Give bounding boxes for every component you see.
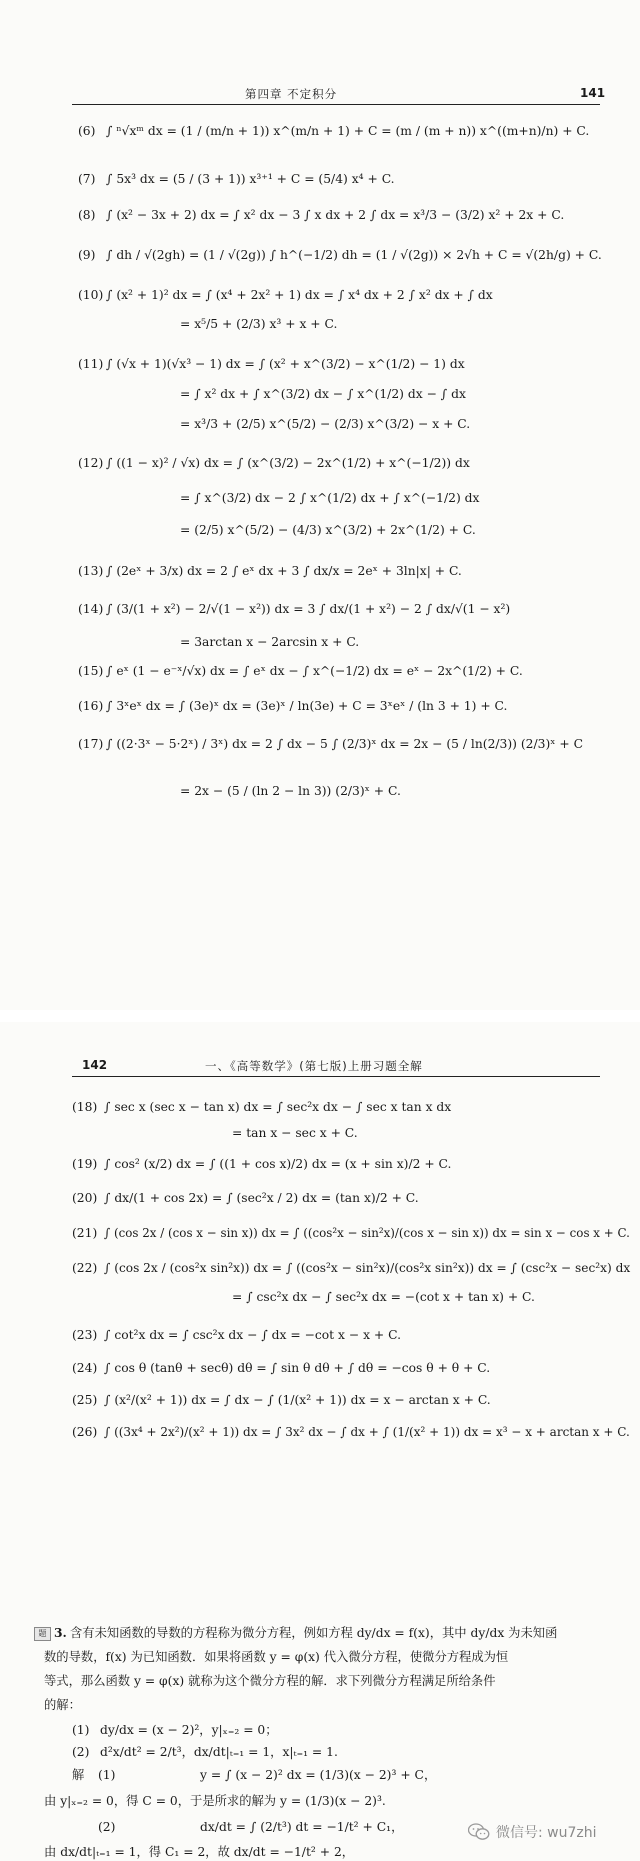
exercise-label: (25)	[72, 1393, 98, 1407]
exercise-label: (12)	[78, 456, 104, 470]
formula-continuation: 由 dx/dt|ₜ₌₁ = 1，得 C₁ = 2，故 dx/dt = −1/t² + 2，	[44, 1845, 355, 1859]
formula-continuation: = ∫ x² dx + ∫ x^(3/2) dx − ∫ x^(1/2) dx − ∫ dx	[180, 387, 466, 401]
formula-line: ∫ 3ˣeˣ dx = ∫ (3e)ˣ dx = (3e)ˣ / ln(3e) + C = 3ˣeˣ / (ln 3 + 1) + C.	[106, 699, 508, 713]
header-rule	[72, 1076, 600, 1077]
formula-line: ∫ 5x³ dx = (5 / (3 + 1)) x³⁺¹ + C = (5/4) x⁴ + C.	[106, 172, 395, 186]
formula-line: ∫ ((2·3ˣ − 5·2ˣ) / 3ˣ) dx = 2 ∫ dx − 5 ∫ (2/3)ˣ dx = 2x − (5 / ln(2/3)) (2/3)ˣ + C	[106, 737, 583, 751]
exercise-label: (1)	[98, 1768, 116, 1782]
solution-word: 解	[72, 1768, 85, 1782]
problem-text-line: 等式，那么函数 y = φ(x) 就称为这个微分方程的解．求下列微分方程满足所给条件	[44, 1674, 496, 1688]
exercise-label: (16)	[78, 699, 104, 713]
formula-line: ∫ (x²/(x² + 1)) dx = ∫ dx − ∫ (1/(x² + 1)) dx = x − arctan x + C.	[104, 1393, 491, 1407]
formula-line: ∫ (√x + 1)(√x³ − 1) dx = ∫ (x² + x^(3/2) − x^(1/2) − 1) dx	[106, 357, 465, 371]
page-number: 141	[580, 86, 606, 100]
problem-text-line: 数的导数，f(x) 为已知函数．如果将函数 y = φ(x) 代入微分方程，使微分方程成为恒	[44, 1650, 509, 1664]
formula-line: dx/dt = ∫ (2/t³) dt = −1/t² + C₁，	[200, 1820, 404, 1834]
formula-line: ∫ cos θ (tanθ + secθ) dθ = ∫ sin θ dθ + ∫ dθ = −cos θ + θ + C.	[104, 1361, 491, 1375]
exercise-label: (11)	[78, 357, 104, 371]
exercise-label: (20)	[72, 1191, 98, 1205]
formula-continuation: = tan x − sec x + C.	[232, 1126, 358, 1140]
formula-line: ∫ eˣ (1 − e⁻ˣ/√x) dx = ∫ eˣ dx − ∫ x^(−1/2) dx = eˣ − 2x^(1/2) + C.	[106, 664, 523, 678]
formula-continuation: = x⁵/5 + (2/3) x³ + x + C.	[180, 317, 338, 331]
textbook-page-142	[0, 1022, 640, 1861]
exercise-label: (6)	[78, 124, 96, 138]
formula-line: ∫ ⁿ√xᵐ dx = (1 / (m/n + 1)) x^(m/n + 1) + C = (m / (m + n)) x^((m+n)/n) + C.	[106, 124, 590, 138]
exercise-label: (1)	[72, 1723, 90, 1737]
exercise-label: (18)	[72, 1100, 98, 1114]
formula-line: ∫ (x² − 3x + 2) dx = ∫ x² dx − 3 ∫ x dx + 2 ∫ dx = x³/3 − (3/2) x² + 2x + C.	[106, 208, 565, 222]
formula-line: ∫ dh / √(2gh) = (1 / √(2g)) ∫ h^(−1/2) dh = (1 / √(2g)) × 2√h + C = √(2h/g) + C.	[106, 248, 602, 262]
page-gap	[0, 1010, 640, 1022]
formula-line: ∫ (cos 2x / (cos x − sin x)) dx = ∫ ((cos²x − sin²x)/(cos x − sin x)) dx = sin x − cos x + C.	[104, 1226, 630, 1240]
watermark-text: 微信号: wu7zhi	[496, 1825, 597, 1841]
exercise-label: (8)	[78, 208, 96, 222]
exercise-label: (22)	[72, 1261, 98, 1275]
formula-line: ∫ ((3x⁴ + 2x²)/(x² + 1)) dx = ∫ 3x² dx − ∫ dx + ∫ (1/(x² + 1)) dx = x³ − x + arctan x + C.	[104, 1425, 630, 1439]
formula-line: ∫ (x² + 1)² dx = ∫ (x⁴ + 2x² + 1) dx = ∫ x⁴ dx + 2 ∫ x² dx + ∫ dx	[106, 288, 493, 302]
exercise-label: (21)	[72, 1226, 98, 1240]
problem-text-line: 含有未知函数的导数的方程称为微分方程，例如方程 dy/dx = f(x)，其中 dy/dx 为未知函	[70, 1626, 558, 1640]
exercise-label: (15)	[78, 664, 104, 678]
exercise-label: (7)	[78, 172, 96, 186]
exercise-label: (17)	[78, 737, 104, 751]
formula-line: dy/dx = (x − 2)²，y|ₓ₌₂ = 0；	[100, 1723, 278, 1737]
chapter-header: 第四章 不定积分	[245, 87, 338, 101]
formula-line: y = ∫ (x − 2)² dx = (1/3)(x − 2)³ + C，	[200, 1768, 437, 1782]
formula-continuation: = ∫ csc²x dx − ∫ sec²x dx = −(cot x + tan x) + C.	[232, 1290, 535, 1304]
problem-number: 3.	[54, 1625, 67, 1640]
exercise-label: (10)	[78, 288, 104, 302]
formula-line: ∫ ((1 − x)² / √x) dx = ∫ (x^(3/2) − 2x^(1/2) + x^(−1/2)) dx	[106, 456, 470, 470]
exercise-label: (2)	[98, 1820, 116, 1834]
wechat-icon	[468, 1823, 490, 1841]
formula-line: ∫ (cos 2x / (cos²x sin²x)) dx = ∫ ((cos²x − sin²x)/(cos²x sin²x)) dx = ∫ (csc²x − sec²x) dx	[104, 1261, 631, 1275]
exercise-label: (14)	[78, 602, 104, 616]
exercise-label: (9)	[78, 248, 96, 262]
exercise-label: (24)	[72, 1361, 98, 1375]
formula-line: ∫ sec x (sec x − tan x) dx = ∫ sec²x dx − ∫ sec x tan x dx	[104, 1100, 452, 1114]
problem-text-line: 的解：	[44, 1698, 81, 1712]
exercise-label: (26)	[72, 1425, 98, 1439]
exercise-label: (13)	[78, 564, 104, 578]
formula-line: ∫ (2eˣ + 3/x) dx = 2 ∫ eˣ dx + 3 ∫ dx/x = 2eˣ + 3ln|x| + C.	[106, 564, 462, 578]
formula-line: ∫ cos² (x/2) dx = ∫ ((1 + cos x)/2) dx = (x + sin x)/2 + C.	[104, 1157, 452, 1171]
formula-line: ∫ cot²x dx = ∫ csc²x dx − ∫ dx = −cot x − x + C.	[104, 1328, 402, 1342]
page-number: 142	[82, 1058, 108, 1072]
header-rule	[72, 104, 600, 105]
exercise-label: (23)	[72, 1328, 98, 1342]
exercise-label: (2)	[72, 1745, 90, 1759]
formula-continuation: = (2/5) x^(5/2) − (4/3) x^(3/2) + 2x^(1/2) + C.	[180, 523, 476, 537]
formula-line: ∫ dx/(1 + cos 2x) = ∫ (sec²x / 2) dx = (tan x)/2 + C.	[104, 1191, 419, 1205]
formula-continuation: = 2x − (5 / (ln 2 − ln 3)) (2/3)ˣ + C.	[180, 784, 401, 798]
formula-line: d²x/dt² = 2/t³，dx/dt|ₜ₌₁ = 1，x|ₜ₌₁ = 1.	[100, 1745, 338, 1759]
problem-badge: 题	[34, 1627, 51, 1641]
formula-line: ∫ (3/(1 + x²) − 2/√(1 − x²)) dx = 3 ∫ dx/(1 + x²) − 2 ∫ dx/√(1 − x²)	[106, 602, 511, 616]
formula-continuation: = 3arctan x − 2arcsin x + C.	[180, 635, 360, 649]
wechat-watermark	[468, 1822, 597, 1842]
formula-continuation: 由 y|ₓ₌₂ = 0，得 C = 0，于是所求的解为 y = (1/3)(x − 2)³.	[44, 1794, 386, 1808]
formula-continuation: = x³/3 + (2/5) x^(5/2) − (2/3) x^(3/2) − x + C.	[180, 417, 471, 431]
exercise-label: (19)	[72, 1157, 98, 1171]
formula-continuation: = ∫ x^(3/2) dx − 2 ∫ x^(1/2) dx + ∫ x^(−1/2) dx	[180, 491, 480, 505]
book-title-header: 一、《高等数学》(第七版)上册习题全解	[205, 1059, 423, 1073]
